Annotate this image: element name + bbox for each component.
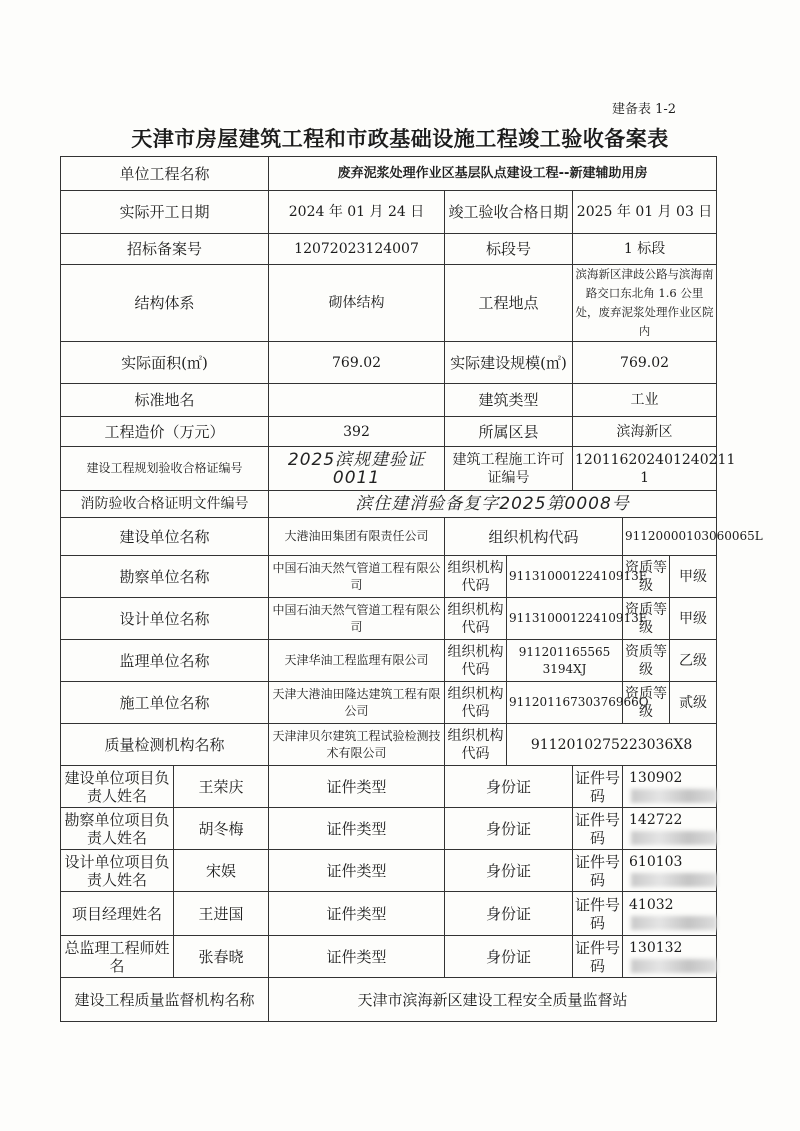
contractor-qual-value: 贰级 [670, 682, 717, 724]
person-role: 勘察单位项目负责人姓名 [61, 808, 174, 850]
designer-qual-label: 资质等级 [623, 598, 670, 640]
row-builder [61, 518, 717, 556]
start-date-value: 2024 年 01 月 24 日 [269, 191, 445, 234]
surveyor-qual-value: 甲级 [670, 556, 717, 598]
accept-date-value: 2025 年 01 月 03 日 [573, 191, 717, 234]
row-project-name [61, 157, 717, 191]
redaction-blur [631, 789, 717, 803]
person-name: 张春晓 [174, 936, 269, 978]
start-date-label: 实际开工日期 [61, 191, 269, 234]
contractor-org-label: 组织机构代码 [445, 682, 507, 724]
cert-no-value: 41032 [623, 892, 717, 936]
cert-type-label: 证件类型 [269, 850, 445, 892]
redaction-blur [631, 831, 717, 845]
person-row [61, 892, 717, 936]
form-number: 建备表 1-2 [612, 102, 677, 117]
contractor-qual-label: 资质等级 [623, 682, 670, 724]
filing-table [60, 156, 763, 1022]
row-surveyor [61, 556, 717, 598]
district-label: 所属区县 [445, 417, 573, 447]
surveyor-org-label: 组织机构代码 [445, 556, 507, 598]
page-title: 天津市房屋建筑工程和市政基础设施工程竣工验收备案表 [131, 127, 669, 151]
person-name: 王荣庆 [174, 766, 269, 808]
row-permits [61, 447, 717, 491]
supervision-label: 建设工程质量监督机构名称 [61, 978, 269, 1022]
cert-no-label: 证件号码 [573, 936, 623, 978]
person-name: 胡冬梅 [174, 808, 269, 850]
cert-type-value: 身份证 [445, 766, 573, 808]
surveyor-label: 勘察单位名称 [61, 556, 269, 598]
person-role: 建设单位项目负责人姓名 [61, 766, 174, 808]
cert-type-value: 身份证 [445, 808, 573, 850]
person-role: 设计单位项目负责人姓名 [61, 850, 174, 892]
supervisor-org-code: 911201165565 3194XJ [507, 640, 623, 682]
location-value: 滨海新区津歧公路与滨海南路交口东北角 1.6 公里处，废弃泥浆处理作业区院内 [573, 265, 717, 342]
section-no-label: 标段号 [445, 234, 573, 265]
builder-org-code: 91120000103060065L [623, 518, 717, 556]
accept-date-label: 竣工验收合格日期 [445, 191, 573, 234]
cert-no-label: 证件号码 [573, 850, 623, 892]
surveyor-org-code: 91131000122410913E [507, 556, 623, 598]
row-dates [61, 191, 717, 234]
row-contractor [61, 682, 717, 724]
redaction-blur [631, 959, 717, 973]
surveyor-qual-label: 资质等级 [623, 556, 670, 598]
person-role: 项目经理姓名 [61, 892, 174, 936]
unit-project-name-value: 废弃泥浆处理作业区基层队点建设工程--新建辅助用房 [269, 157, 717, 191]
scale-label: 实际建设规模(㎡) [445, 342, 573, 384]
structure-value: 砌体结构 [269, 265, 445, 342]
designer-qual-value: 甲级 [670, 598, 717, 640]
builder-org-label: 组织机构代码 [445, 518, 623, 556]
cert-type-label: 证件类型 [269, 936, 445, 978]
std-place-name-label: 标准地名 [61, 384, 269, 417]
cert-type-label: 证件类型 [269, 766, 445, 808]
cert-no-label: 证件号码 [573, 892, 623, 936]
area-label: 实际面积(㎡) [61, 342, 269, 384]
testing-value: 天津津贝尔建筑工程试验检测技术有限公司 [269, 724, 445, 766]
cert-no-label: 证件号码 [573, 808, 623, 850]
scale-value: 769.02 [573, 342, 717, 384]
row-cost [61, 417, 717, 447]
planning-cert-label: 建设工程规划验收合格证编号 [61, 447, 269, 491]
cert-no-value: 142722 [623, 808, 717, 850]
cert-no-value: 130902 [623, 766, 717, 808]
row-place [61, 384, 717, 417]
construction-permit-value: 120116202401240211​1 [573, 447, 717, 491]
row-testing [61, 724, 717, 766]
fire-cert-label: 消防验收合格证明文件编号 [61, 491, 269, 518]
person-row [61, 850, 717, 892]
location-label: 工程地点 [445, 265, 573, 342]
planning-cert-handwritten: 2025滨规建验证0011 [269, 447, 445, 491]
contractor-label: 施工单位名称 [61, 682, 269, 724]
supervisor-qual-label: 资质等级 [623, 640, 670, 682]
structure-label: 结构体系 [61, 265, 269, 342]
redaction-blur [631, 873, 717, 887]
designer-value: 中国石油天然气管道工程有限公司 [269, 598, 445, 640]
contractor-org-code: 91120116730376966Q [507, 682, 623, 724]
cert-type-value: 身份证 [445, 892, 573, 936]
row-designer [61, 598, 717, 640]
cert-type-label: 证件类型 [269, 808, 445, 850]
testing-org-label: 组织机构代码 [445, 724, 507, 766]
cert-no-value: 610103 [623, 850, 717, 892]
supervisor-label: 监理单位名称 [61, 640, 269, 682]
row-supervision [61, 978, 717, 1022]
cert-type-value: 身份证 [445, 936, 573, 978]
contractor-value: 天津大港油田隆达建筑工程有限公司 [269, 682, 445, 724]
cert-type-value: 身份证 [445, 850, 573, 892]
person-name: 王进国 [174, 892, 269, 936]
testing-label: 质量检测机构名称 [61, 724, 269, 766]
person-row [61, 766, 717, 808]
construction-permit-label: 建筑工程施工许可证编号 [445, 447, 573, 491]
builder-label: 建设单位名称 [61, 518, 269, 556]
person-name: 宋娱 [174, 850, 269, 892]
designer-label: 设计单位名称 [61, 598, 269, 640]
section-no-value: 1 标段 [573, 234, 717, 265]
cost-value: 392 [269, 417, 445, 447]
cert-no-value: 130132 [623, 936, 717, 978]
builder-value: 大港油田集团有限责任公司 [269, 518, 445, 556]
unit-project-name-label: 单位工程名称 [61, 157, 269, 191]
person-row [61, 808, 717, 850]
district-value: 滨海新区 [573, 417, 717, 447]
tender-no-label: 招标备案号 [61, 234, 269, 265]
row-supervisor [61, 640, 717, 682]
supervisor-qual-value: 乙级 [670, 640, 717, 682]
surveyor-value: 中国石油天然气管道工程有限公司 [269, 556, 445, 598]
person-row [61, 936, 717, 978]
row-structure [61, 265, 717, 342]
cert-type-label: 证件类型 [269, 892, 445, 936]
supervisor-org-label: 组织机构代码 [445, 640, 507, 682]
cost-label: 工程造价（万元） [61, 417, 269, 447]
std-place-name-value [269, 384, 445, 417]
fire-cert-handwritten: 滨住建消验备复字2025第0008号 [269, 491, 717, 518]
building-type-value: 工业 [573, 384, 717, 417]
supervision-value: 天津市滨海新区建设工程安全质量监督站 [269, 978, 717, 1022]
area-value: 769.02 [269, 342, 445, 384]
row-area [61, 342, 717, 384]
designer-org-code: 91131000122410913E [507, 598, 623, 640]
testing-org-code: 9112010275223036X8 [507, 724, 717, 766]
cert-no-label: 证件号码 [573, 766, 623, 808]
redaction-blur [631, 916, 717, 930]
row-fire [61, 491, 717, 518]
building-type-label: 建筑类型 [445, 384, 573, 417]
designer-org-label: 组织机构代码 [445, 598, 507, 640]
tender-no-value: 12072023124007 [269, 234, 445, 265]
supervisor-value: 天津华油工程监理有限公司 [269, 640, 445, 682]
row-tender [61, 234, 717, 265]
person-role: 总监理工程师姓名 [61, 936, 174, 978]
